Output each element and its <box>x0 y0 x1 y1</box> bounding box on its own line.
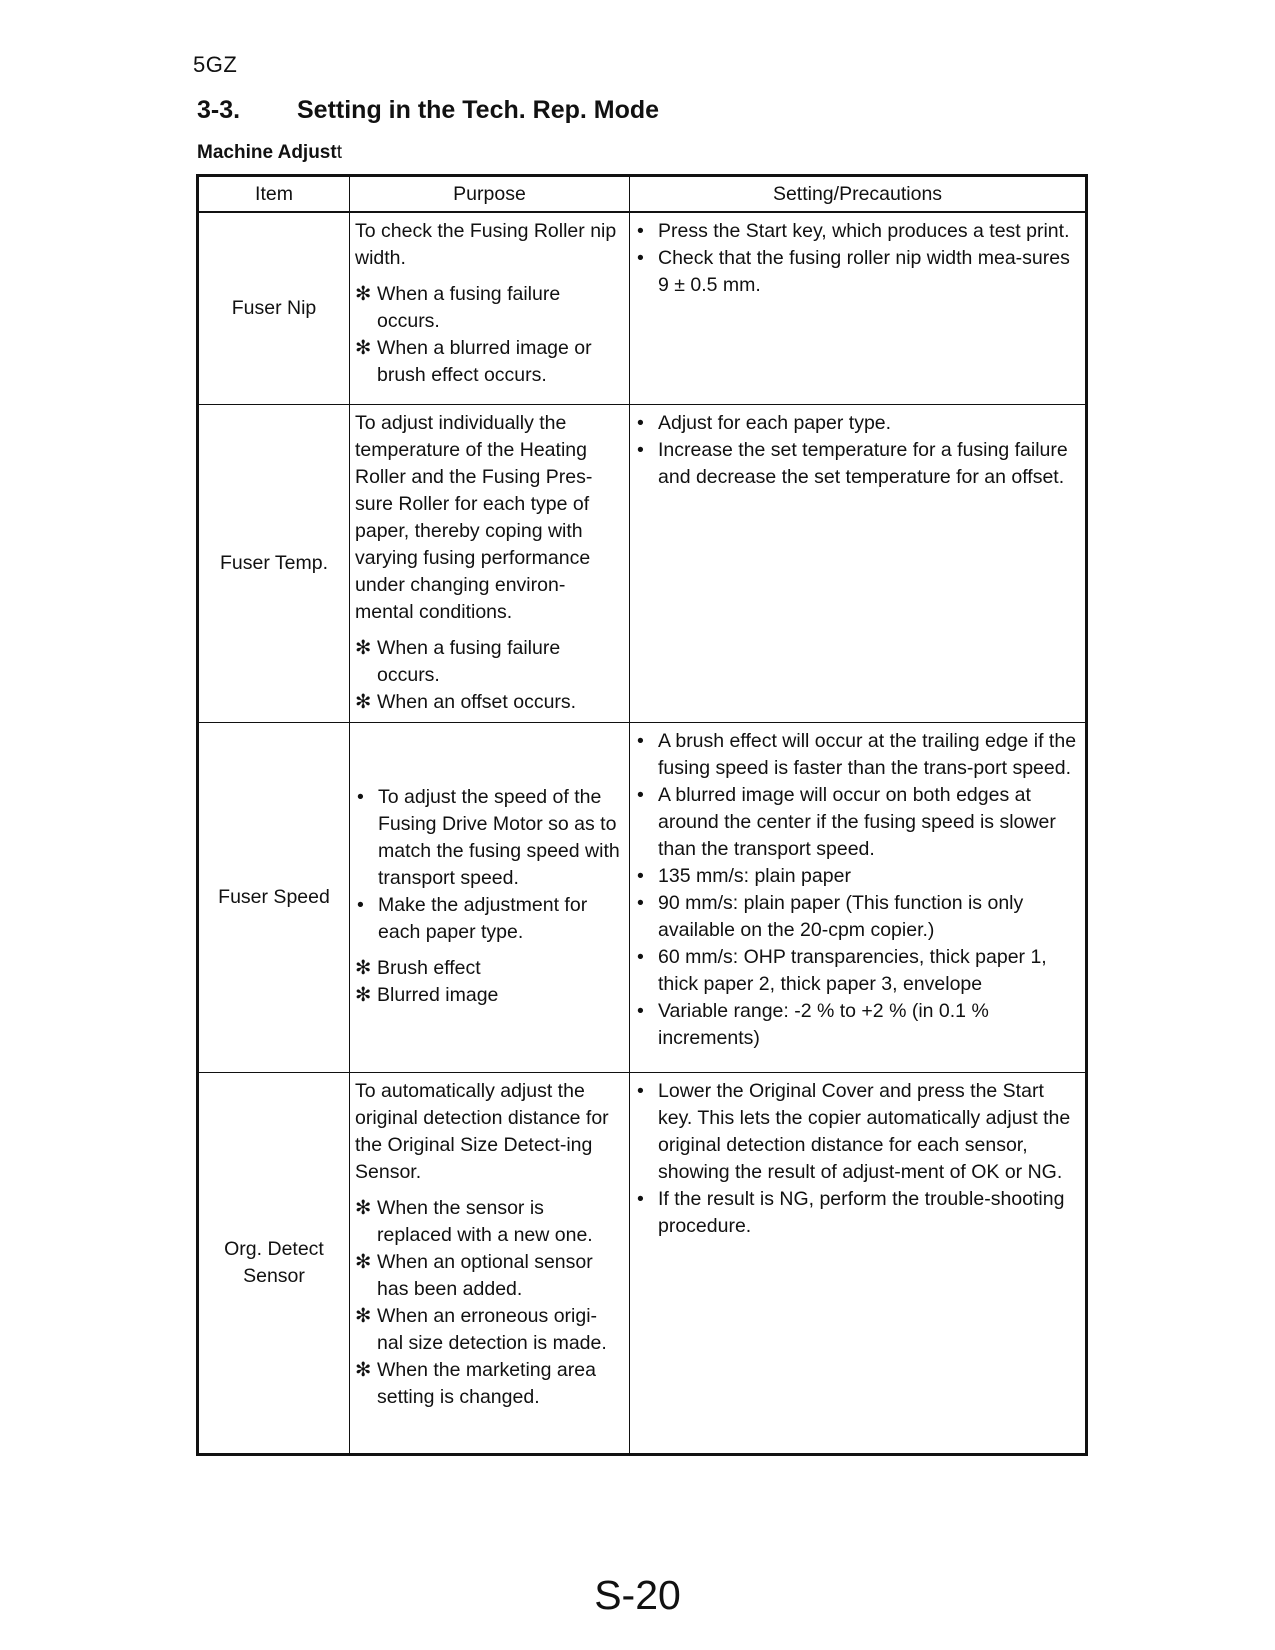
setting-item: • Press the Start key, which produces a test print. <box>635 218 1079 245</box>
bullet-icon: • <box>637 1187 644 1210</box>
item-cell: Fuser Nip <box>198 212 350 404</box>
purpose-bullet: • Make the adjustment for each paper type. <box>357 894 588 943</box>
table-title-bold: Machine Adjust <box>197 142 337 163</box>
purpose-note: ✻ When the sensor is replaced with a new one. <box>355 1196 593 1246</box>
settings-cell <box>630 212 1087 404</box>
table-header-row <box>198 176 1087 213</box>
table-row <box>198 212 1087 404</box>
bullet-icon: • <box>637 220 644 242</box>
item-cell <box>198 1072 350 1454</box>
setting-item: • If the result is NG, perform the trouble-shooting procedure. <box>637 1187 1065 1237</box>
setting-item: • A blurred image will occur on both edges at around the center if the fusing speed is slower than the transport speed. <box>637 783 1056 860</box>
asterisk-icon: ✻ <box>355 1250 372 1273</box>
model-code: 5GZ <box>193 52 238 77</box>
page-number: S-20 <box>594 1572 681 1618</box>
asterisk-icon: ✻ <box>355 690 372 713</box>
asterisk-icon: ✻ <box>355 636 372 659</box>
table-row <box>198 722 1087 1072</box>
asterisk-icon: ✻ <box>355 984 372 1006</box>
setting-item: • 135 mm/s: plain paper <box>635 863 1079 890</box>
purpose-cell <box>350 722 630 1072</box>
setting-item: • 60 mm/s: OHP transparencies, thick paper 1, thick paper 2, thick paper 3, envelope <box>637 945 1047 995</box>
setting-item: • A brush effect will occur at the trailing edge if the fusing speed is faster than the trans-port speed. <box>637 729 1077 779</box>
purpose-cell <box>350 404 630 722</box>
bullet-icon: • <box>637 1079 644 1102</box>
purpose-note: ✻ When an offset occurs. <box>355 689 623 716</box>
purpose-note: ✻ When an optional sensor has been added. <box>355 1250 593 1300</box>
purpose-note: ✻ When the marketing area setting is changed. <box>355 1358 596 1408</box>
settings-cell <box>630 404 1087 722</box>
bullet-icon: • <box>357 894 364 916</box>
purpose-note: ✻ When an erroneous origi-nal size detection is made. <box>355 1304 607 1354</box>
table-row <box>198 404 1087 722</box>
settings-cell <box>630 722 1087 1072</box>
column-header-item: Item <box>198 176 350 213</box>
settings-cell <box>630 1072 1087 1454</box>
bullet-icon: • <box>637 729 644 752</box>
purpose-note: ✻ Blurred image <box>355 982 623 1009</box>
table-row <box>198 1072 1087 1454</box>
bullet-icon: • <box>357 786 364 808</box>
asterisk-icon: ✻ <box>355 957 372 979</box>
purpose-bullet: • To adjust the speed of the Fusing Drive Motor so as to match the fusing speed with transport speed. <box>357 786 620 889</box>
section-title: Setting in the Tech. Rep. Mode <box>297 96 660 124</box>
purpose-text: To automatically adjust the original detection distance for the Original Size Detect-ing Sensor. <box>355 1079 609 1183</box>
purpose-text: To check the Fusing Roller nip width. <box>355 220 617 269</box>
section-number: 3-3. <box>197 96 241 124</box>
asterisk-icon: ✻ <box>355 1196 372 1219</box>
purpose-cell <box>350 212 630 404</box>
machine-adjust-table <box>196 174 1088 1456</box>
asterisk-icon: ✻ <box>355 283 372 305</box>
bullet-icon: • <box>637 999 644 1022</box>
bullet-icon: • <box>637 411 644 434</box>
item-cell: Fuser Speed <box>198 722 350 1072</box>
purpose-note: ✻ When a fusing failure occurs. <box>355 636 561 686</box>
setting-item: • Adjust for each paper type. <box>635 410 1079 437</box>
bullet-icon: • <box>637 945 644 968</box>
item-label-line: Sensor <box>243 1264 305 1287</box>
setting-item: • Check that the fusing roller nip width mea-sures 9 ± 0.5 mm. <box>637 247 1070 296</box>
bullet-icon: • <box>637 891 644 914</box>
bullet-icon: • <box>637 783 644 806</box>
purpose-note: ✻ Brush effect <box>355 955 623 982</box>
item-cell: Fuser Temp. <box>198 404 350 722</box>
setting-item: • Variable range: -2 % to +2 % (in 0.1 % increments) <box>637 999 989 1049</box>
bullet-icon: • <box>637 864 644 887</box>
purpose-cell <box>350 1072 630 1454</box>
column-header-settings: Setting/Precautions <box>630 176 1087 213</box>
asterisk-icon: ✻ <box>355 1304 372 1327</box>
table-title <box>197 142 342 164</box>
purpose-note: ✻ When a fusing failure occurs. <box>355 283 561 332</box>
purpose-note: ✻ When a blurred image or brush effect occurs. <box>355 337 592 386</box>
bullet-icon: • <box>637 247 644 269</box>
setting-item: • Lower the Original Cover and press the Start key. This lets the copier automatically adjust the original detection distance for each sensor, showing the result of adjust-ment of OK or NG. <box>637 1079 1071 1183</box>
table-title-tail: t <box>336 142 342 163</box>
column-header-purpose: Purpose <box>350 176 630 213</box>
setting-item: • 90 mm/s: plain paper (This function is only available on the 20-cpm copier.) <box>637 891 1024 941</box>
item-label-line: Org. Detect <box>224 1237 324 1260</box>
section-heading <box>197 96 659 125</box>
purpose-text: To adjust individually the temperature of the Heating Roller and the Fusing Pres-sure Roller for each type of paper, thereby coping with varying fusing performance under changing environ-mental conditions. <box>355 411 593 623</box>
bullet-icon: • <box>637 438 644 461</box>
asterisk-icon: ✻ <box>355 337 372 359</box>
setting-item: • Increase the set temperature for a fusing failure and decrease the set temperature for an offset. <box>637 438 1068 488</box>
asterisk-icon: ✻ <box>355 1358 372 1381</box>
